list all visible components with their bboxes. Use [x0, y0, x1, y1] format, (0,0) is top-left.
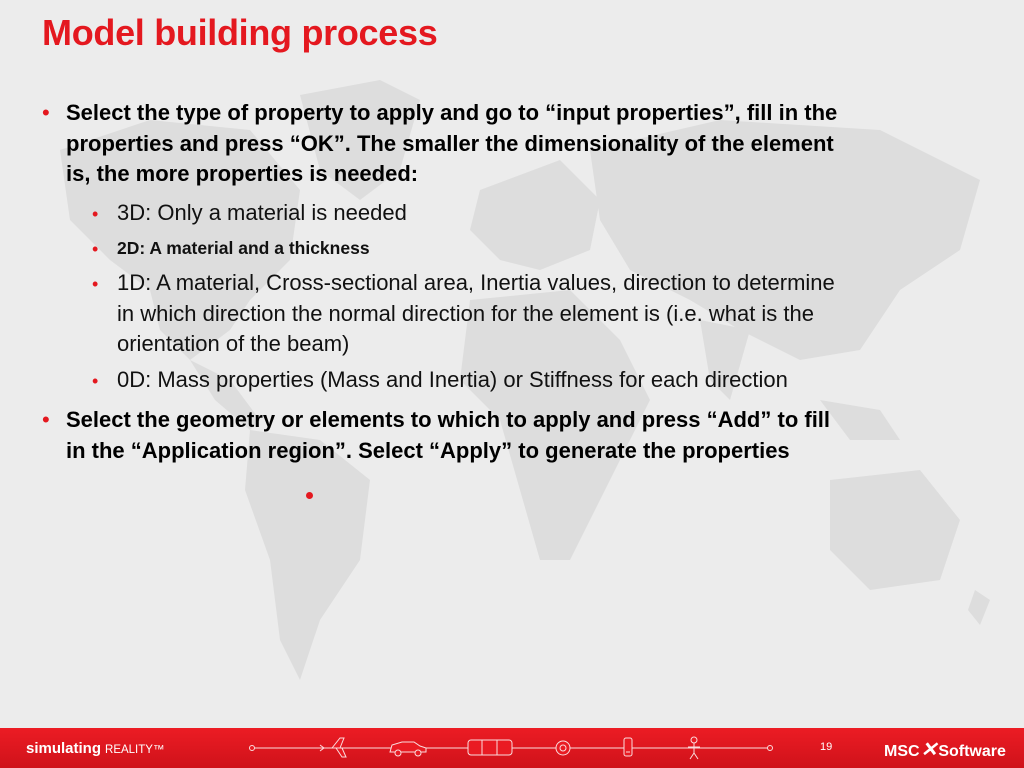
brand-tagline	[26, 740, 164, 757]
airplane-icon	[320, 738, 355, 757]
bullet-text: Select the geometry or elements to which to apply and press “Add” to fill in the “Application region”. Select “Apply” to generate the properties	[66, 407, 831, 463]
bullet-text: Select the type of property to apply and go to “input properties”, fill in the properties and press “OK”. The smaller the dimensionality of the element is, the more properties is needed:	[66, 100, 838, 186]
sub-bullet-text: 3D: Only a material is needed	[117, 199, 407, 225]
car-icon	[390, 742, 426, 756]
bullet-marker: •	[92, 203, 99, 224]
bullet-item	[40, 98, 840, 190]
sub-bullet-item	[92, 198, 840, 229]
bullet-marker: •	[92, 370, 99, 391]
bullet-marker: •	[42, 407, 50, 432]
slide-title: Model building process	[42, 12, 438, 53]
sub-bullet-item	[92, 268, 840, 360]
logo-x-mark-icon: ✕	[920, 739, 938, 761]
bullet-marker: •	[42, 100, 50, 125]
phone-icon	[624, 738, 632, 756]
page-number: 19	[820, 741, 833, 753]
sub-bullet-text: 0D: Mass properties (Mass and Inertia) or Stiffness for each direction	[117, 366, 788, 392]
brand-word: simulating	[26, 740, 102, 757]
stray-bullet-dot	[306, 492, 313, 499]
footer-bar	[0, 728, 1024, 768]
train-icon	[468, 740, 512, 755]
sub-bullet-text: 2D: A material and a thickness	[117, 238, 370, 258]
slide-body	[40, 98, 840, 474]
industry-icons-strip	[240, 728, 780, 768]
sub-bullet-item	[92, 365, 840, 396]
sub-bullet-item	[92, 233, 840, 263]
gear-icon	[556, 741, 570, 755]
sub-bullet-list	[92, 198, 840, 396]
brand-suffix: REALITY™	[105, 744, 165, 756]
logo-software-text: Software	[938, 743, 1006, 760]
msc-software-logo	[884, 737, 1006, 762]
logo-msc-text: MSC	[884, 743, 920, 760]
sub-bullet-text: 1D: A material, Cross-sectional area, Inertia values, direction to determine in which direction the normal direction for the element is (i.e. what is the orientation of the beam)	[117, 270, 835, 356]
bullet-item	[40, 405, 840, 466]
bullet-marker: •	[92, 274, 99, 294]
bullet-marker: •	[92, 239, 99, 259]
